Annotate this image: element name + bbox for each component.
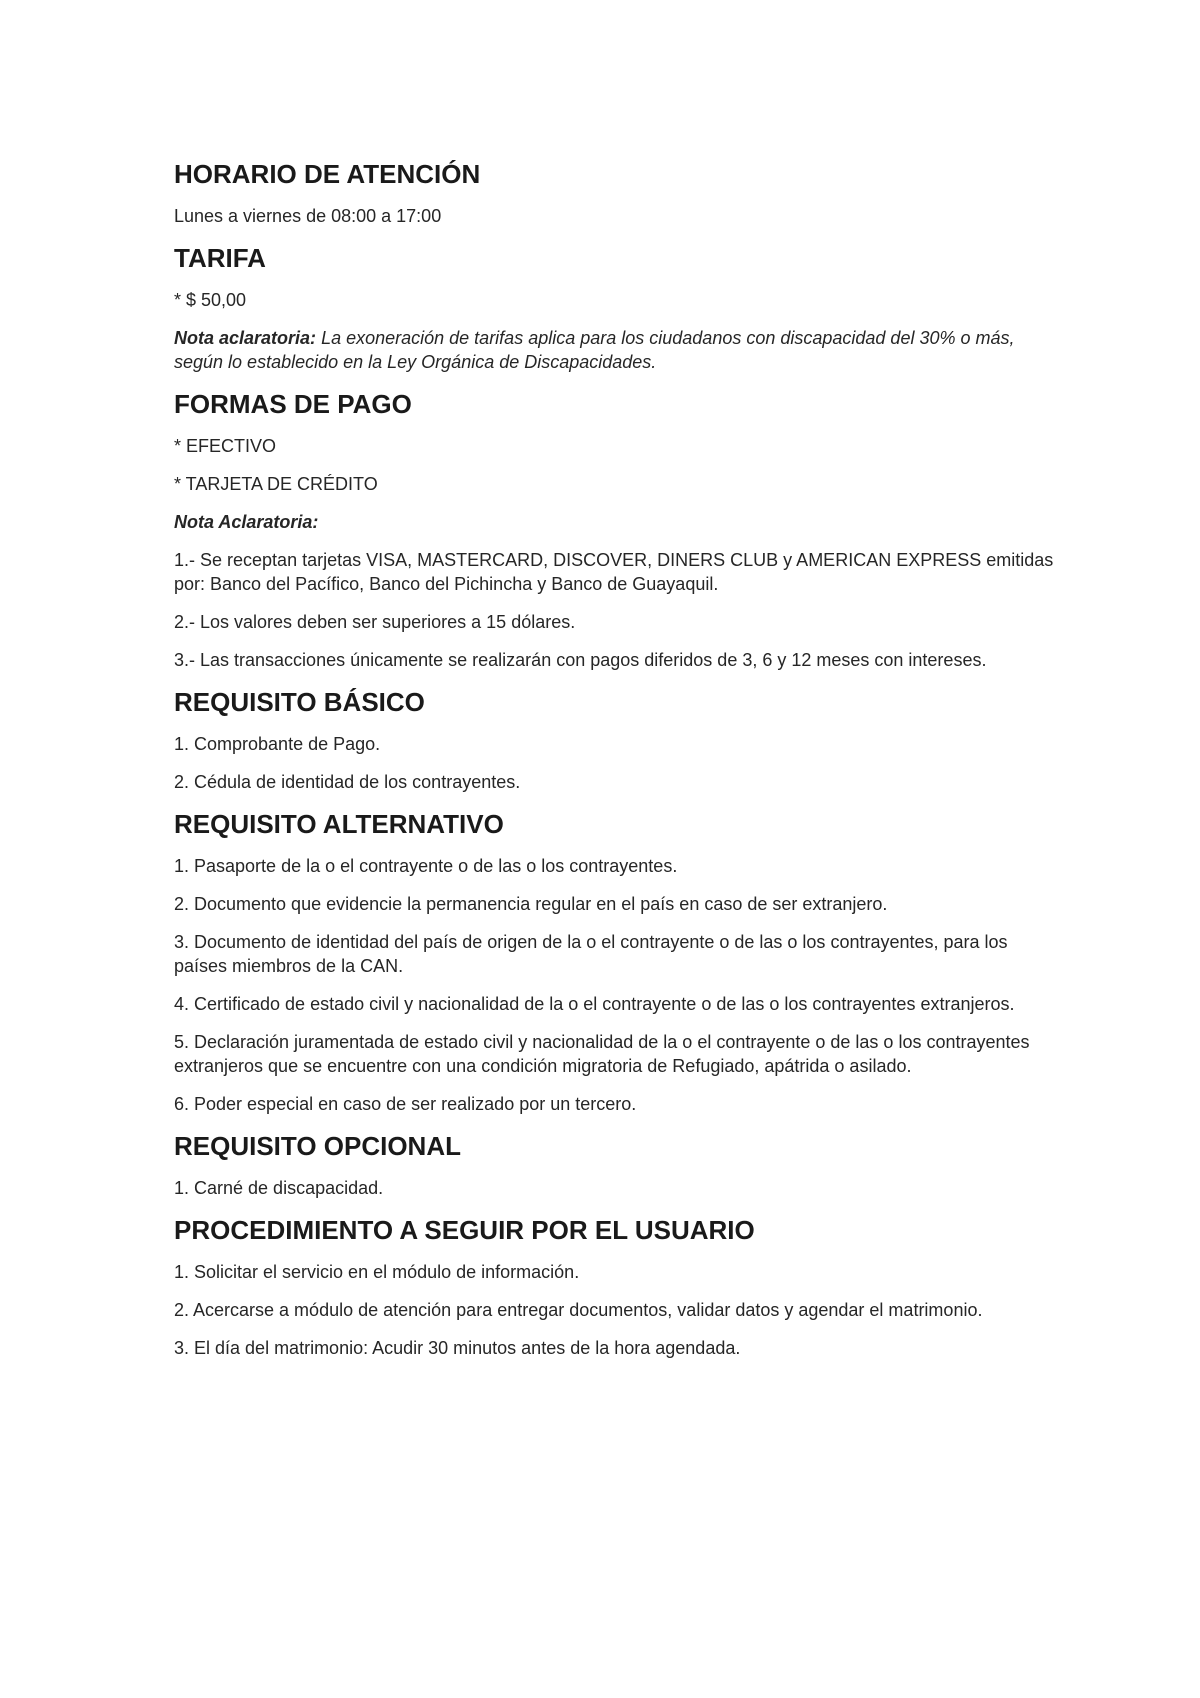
requirement-item: 2. Cédula de identidad de los contrayentes. [174, 772, 521, 792]
section-procedimiento [174, 1214, 1054, 1360]
section-tarifa [174, 242, 1054, 374]
schedule-text: Lunes a viernes de 08:00 a 17:00 [174, 206, 442, 226]
document-page [174, 158, 1054, 1374]
requirement-item: 1. Carné de discapacidad. [174, 1178, 384, 1198]
payment-note-item: 1.- Se receptan tarjetas VISA, MASTERCARD, DISCOVER, DINERS CLUB y AMERICAN EXPRESS emitidas por: Banco del Pacífico, Banco del Pichincha y Banco de Guayaquil. [174, 550, 1054, 594]
requirement-item: 1. Pasaporte de la o el contrayente o de las o los contrayentes. [174, 856, 678, 876]
requirement-item: 1. Comprobante de Pago. [174, 734, 381, 754]
section-title: REQUISITO ALTERNATIVO [174, 809, 504, 839]
note-label: Nota aclaratoria: [174, 328, 317, 348]
note-label: Nota Aclaratoria: [174, 512, 319, 532]
price-text: * $ 50,00 [174, 290, 247, 310]
fee-note [174, 326, 1054, 374]
section-requisito-alternativo [174, 808, 1054, 1116]
payment-note-item: 2.- Los valores deben ser superiores a 15 dólares. [174, 612, 576, 632]
payment-note-item: 3.- Las transacciones únicamente se realizarán con pagos diferidos de 3, 6 y 12 meses con intereses. [174, 650, 987, 670]
section-title: REQUISITO OPCIONAL [174, 1131, 461, 1161]
payment-method-item: * EFECTIVO [174, 436, 277, 456]
section-requisito-opcional [174, 1130, 1054, 1200]
section-title: TARIFA [174, 243, 266, 273]
section-title: REQUISITO BÁSICO [174, 687, 425, 717]
note-text: La exoneración de tarifas aplica para los ciudadanos con discapacidad del 30% o más, según lo establecido en la Ley Orgánica de Discapacidades. [174, 328, 1015, 372]
requirement-item: 6. Poder especial en caso de ser realizado por un tercero. [174, 1094, 637, 1114]
requirement-item: 2. Documento que evidencie la permanencia regular en el país en caso de ser extranjero. [174, 894, 888, 914]
procedure-step: 1. Solicitar el servicio en el módulo de información. [174, 1262, 580, 1282]
requirement-item: 3. Documento de identidad del país de origen de la o el contrayente o de las o los contrayentes, para los países miembros de la CAN. [174, 932, 1008, 976]
requirement-item: 5. Declaración juramentada de estado civil y nacionalidad de la o el contrayente o de las o los contrayentes extranjeros que se encuentre con una condición migratoria de Refugiado, apátrida o asilado. [174, 1032, 1030, 1076]
section-title: FORMAS DE PAGO [174, 389, 412, 419]
procedure-step: 2. Acercarse a módulo de atención para entregar documentos, validar datos y agendar el matrimonio. [174, 1300, 983, 1320]
section-formas-pago [174, 388, 1054, 672]
payment-method-item: * TARJETA DE CRÉDITO [174, 474, 378, 494]
section-title: PROCEDIMIENTO A SEGUIR POR EL USUARIO [174, 1215, 755, 1245]
procedure-step: 3. El día del matrimonio: Acudir 30 minutos antes de la hora agendada. [174, 1338, 741, 1358]
section-horario [174, 158, 1054, 228]
section-title: HORARIO DE ATENCIÓN [174, 159, 481, 189]
section-requisito-basico [174, 686, 1054, 794]
requirement-item: 4. Certificado de estado civil y nacionalidad de la o el contrayente o de las o los contrayentes extranjeros. [174, 994, 1015, 1014]
